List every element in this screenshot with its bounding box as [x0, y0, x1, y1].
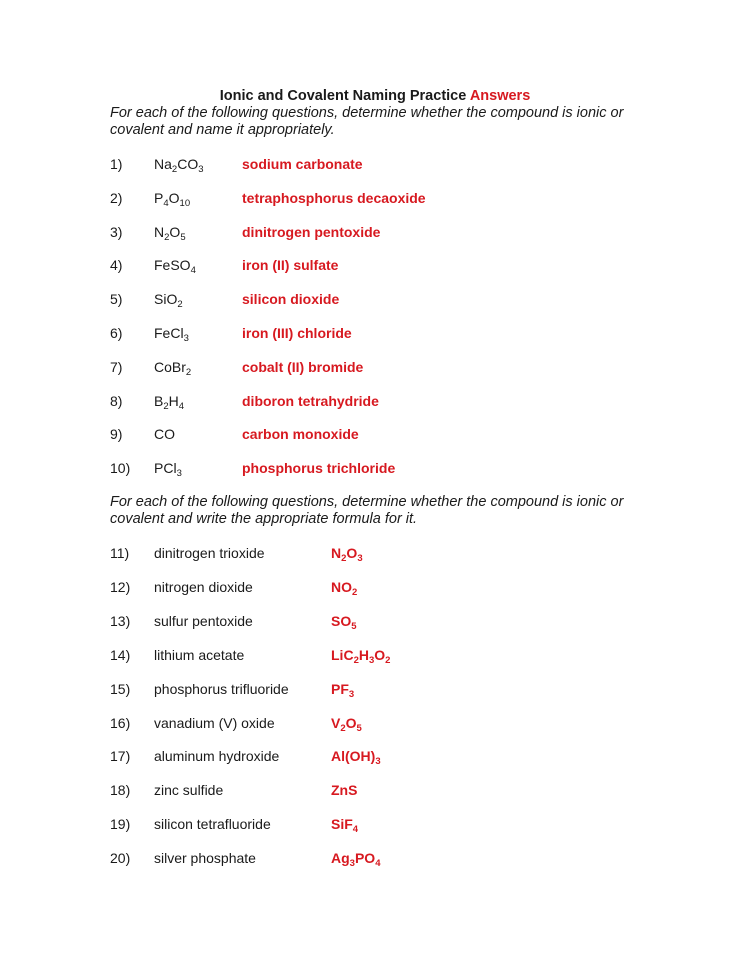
compound-name: phosphorus trifluoride — [154, 680, 289, 697]
compound-formula: PCl$_3$ — [154, 460, 182, 480]
compound-formula: CO — [154, 426, 175, 443]
question-number: 19) — [110, 816, 131, 833]
question-number: 1) — [110, 156, 123, 172]
page-title — [0, 88, 750, 104]
question-number: 13) — [110, 612, 131, 629]
answer-formula: $Al(OH)_3$ — [331, 748, 381, 768]
answer-name: iron (II) sulfate — [242, 257, 339, 274]
question-number: 12) — [110, 578, 131, 595]
answer-formula: $PF_3$ — [331, 680, 355, 700]
section2-instructions: For each of the following questions, determine whether the compound is ionic or covalent and write the appropriate formula for it. — [110, 494, 624, 527]
question-number: 5) — [110, 291, 123, 308]
answer-formula: SiF$_4$ — [331, 816, 359, 836]
question-number: 6) — [110, 325, 123, 341]
answer-name: tetraphosphorus decaoxide — [242, 189, 426, 206]
answer-formula: $V_2O_5$ — [331, 714, 362, 734]
question-number: 9) — [110, 426, 123, 443]
compound-formula: $N_2O_5$ — [154, 223, 186, 243]
answer-formula: $Ag_3PO_4$ — [331, 850, 381, 870]
section1-instructions: For each of the following questions, determine whether the compound is ionic or covalent and name it appropriately. — [110, 105, 624, 138]
title-accent: Answers — [469, 88, 531, 104]
compound-name: dinitrogen trioxide — [154, 545, 265, 561]
question-number: 15) — [110, 680, 131, 697]
answer-formula: $SO_5$ — [331, 612, 357, 632]
answer-formula: $LiC_2H_3O_2$ — [331, 646, 391, 666]
answer-name: cobalt (II) bromide — [242, 358, 364, 375]
question-number: 20) — [110, 850, 131, 867]
question-number: 14) — [110, 646, 131, 663]
answer-name: dinitrogen pentoxide — [242, 223, 381, 240]
answer-formula: ZnS — [331, 782, 358, 799]
question-number: 11) — [110, 545, 130, 561]
question-number: 8) — [110, 392, 123, 409]
answer-name: diboron tetrahydride — [242, 392, 379, 409]
question-number: 10) — [110, 460, 131, 477]
compound-formula: FeCl$_3$ — [154, 325, 189, 344]
answer-name: phosphorus trichloride — [242, 460, 396, 477]
question-number: 17) — [110, 748, 131, 765]
compound-formula: FeSO$_4$ — [154, 257, 196, 277]
compound-name: nitrogen dioxide — [154, 578, 253, 595]
question-number: 2) — [110, 189, 123, 206]
title-text: Ionic and Covalent Naming Practice — [219, 88, 467, 104]
answer-formula: $N_2O_3$ — [331, 545, 363, 564]
compound-formula: $Na_2CO_3$ — [154, 156, 204, 175]
compound-formula: $P_4O_{10}$ — [154, 189, 191, 209]
compound-name: vanadium (V) oxide — [154, 714, 275, 731]
question-number: 16) — [110, 714, 131, 731]
compound-formula: $B_2H_4$ — [154, 392, 185, 412]
answer-formula: $NO_2$ — [331, 578, 358, 598]
compound-formula: CoBr$_2$ — [154, 358, 192, 378]
compound-name: zinc sulfide — [154, 782, 224, 799]
compound-name: aluminum hydroxide — [154, 748, 280, 765]
compound-name: silver phosphate — [154, 850, 256, 867]
answer-name: iron (III) chloride — [242, 325, 352, 341]
question-number: 4) — [110, 257, 123, 274]
question-number: 3) — [110, 223, 123, 240]
compound-formula: SiO$_2$ — [154, 291, 183, 311]
question-number: 7) — [110, 358, 123, 375]
compound-name: lithium acetate — [154, 646, 245, 663]
answer-name: silicon dioxide — [242, 291, 340, 308]
compound-name: silicon tetrafluoride — [154, 816, 271, 833]
answer-name: sodium carbonate — [242, 156, 363, 172]
compound-name: sulfur pentoxide — [154, 612, 253, 629]
question-number: 18) — [110, 782, 131, 799]
answer-name: carbon monoxide — [242, 426, 359, 443]
